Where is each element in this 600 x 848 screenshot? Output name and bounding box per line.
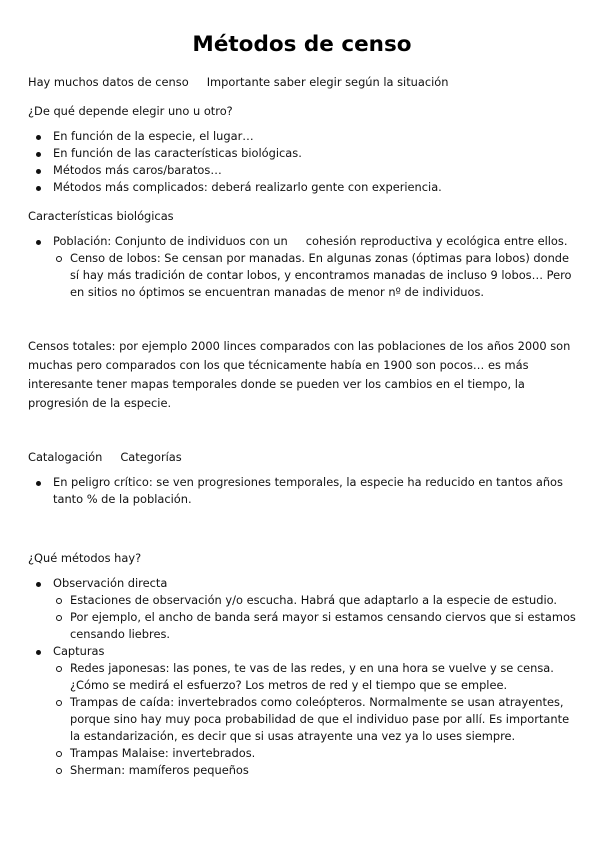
censos-totales-paragraph: Censos totales: por ejemplo 2000 linces comparados con las poblaciones de los años 2000 son muchas pero comparados con los que técnicamente había en 1900 son pocos… es más interesante tener mapas temporales donde se pueden ver los cambios en el tiempo, la progresión de la especie. (28, 339, 571, 410)
question-choose: ¿De qué depende elegir uno u otro? (28, 104, 233, 118)
choose-list (28, 128, 576, 196)
sub-list-item: Estaciones de observación y/o escucha. Habrá que adaptarlo a la especie de estudio. (53, 592, 576, 609)
methods-list (28, 575, 576, 779)
page-title: Métodos de censo (192, 32, 412, 57)
sub-list-item: Redes japonesas: las pones, te vas de las redes, y en una hora se vuelve y se censa. ¿Cómo se medirá el esfuerzo? Los metros de red y el tiempo que se emplee. (53, 660, 576, 694)
bio-sublist (53, 250, 576, 301)
intro-left: Hay muchos datos de censo (28, 75, 189, 89)
list-item: En peligro crítico: se ven progresiones temporales, la especie ha reducido en tantos años tanto % de la población. (28, 474, 576, 508)
catalog-list (28, 474, 576, 508)
method-obs-label: Observación directa (53, 576, 168, 590)
list-item (28, 575, 576, 643)
sub-list-item: Trampas de caída: invertebrados como coleópteros. Normalmente se usan atrayentes, porque sino hay muy poca probabilidad de que el individuo pase por allí. Es importante la estandarización, es decir que si usas atrayente una vez ya lo uses siempre. (53, 694, 576, 745)
list-item: En función de las características biológicas. (28, 145, 576, 162)
catalog-left: Catalogación (28, 450, 103, 464)
method-cap-label: Capturas (53, 644, 105, 658)
list-item: Métodos más caros/baratos… (28, 162, 576, 179)
sub-list-item: Sherman: mamíferos pequeños (53, 762, 576, 779)
document-page (28, 30, 576, 779)
bio-list (28, 233, 576, 301)
sub-list-item: Trampas Malaise: invertebrados. (53, 745, 576, 762)
catalog-right: Categorías (120, 450, 182, 464)
sub-list-item: Por ejemplo, el ancho de banda será mayor si estamos censando ciervos que si estamos censando liebres. (53, 609, 576, 643)
list-item: Métodos más complicados: deberá realizarlo gente con experiencia. (28, 179, 576, 196)
bio-item-left: Población: Conjunto de individuos con un (53, 234, 288, 248)
intro-line (28, 74, 576, 91)
sub-list-item: Censo de lobos: Se censan por manadas. En algunas zonas (óptimas para lobos) donde sí hay más tradición de contar lobos, y encontramos manadas de incluso 9 lobos… Pero en sitios no óptimos se encuentran manadas de menor nº de individuos. (53, 250, 576, 301)
list-item (28, 233, 576, 301)
bio-heading: Características biológicas (28, 209, 174, 223)
catalog-line (28, 449, 576, 466)
cap-sublist (53, 660, 576, 779)
bio-item-right: cohesión reproductiva y ecológica entre ellos. (305, 234, 568, 248)
obs-sublist (53, 592, 576, 643)
list-item (28, 643, 576, 779)
intro-right: Importante saber elegir según la situación (206, 75, 449, 89)
question-methods: ¿Qué métodos hay? (28, 551, 142, 565)
list-item: En función de la especie, el lugar… (28, 128, 576, 145)
